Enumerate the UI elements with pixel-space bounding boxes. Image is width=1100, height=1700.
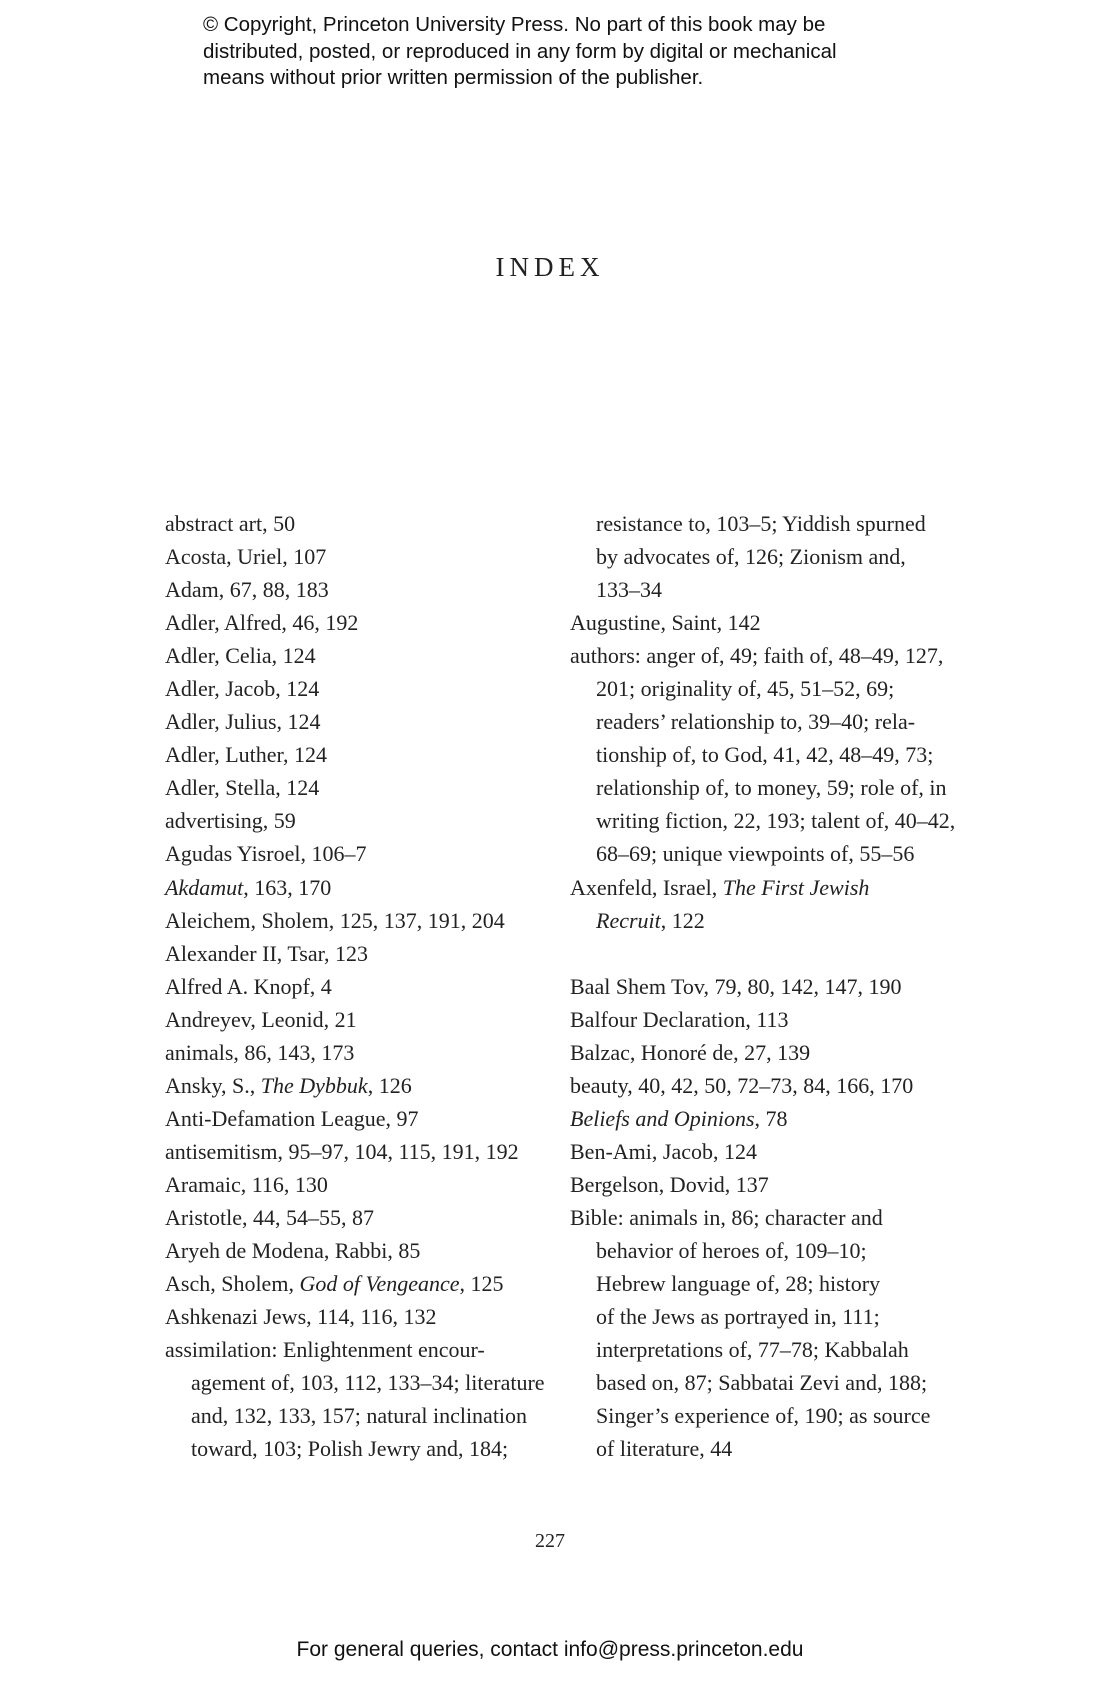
index-heading: Axenfeld, Israel, xyxy=(570,874,723,900)
index-entry: Agudas Yisroel, 106–7 xyxy=(165,841,367,867)
index-entry xyxy=(165,1069,540,1102)
index-locators: , 126 xyxy=(367,1072,412,1098)
index-entry-continuation: and, 132, 133, 157; natural inclination xyxy=(191,1403,528,1429)
index-entry: Augustine, Saint, 142 xyxy=(570,610,761,636)
index-entry: Acosta, Uriel, 107 xyxy=(165,544,327,570)
index-entry: Balfour Declaration, 113 xyxy=(570,1006,789,1032)
index-entry-continuation: 133–34 xyxy=(596,577,662,603)
italic-title: Akdamut xyxy=(165,874,244,900)
index-entry: Adler, Jacob, 124 xyxy=(165,676,320,702)
index-entry: Bergelson, Dovid, 137 xyxy=(570,1171,769,1197)
page-title: INDEX xyxy=(495,252,605,282)
index-entry-continuation xyxy=(570,904,950,937)
index-entry xyxy=(165,1267,540,1300)
index-entry-continuation: relationship of, to money, 59; role of, in xyxy=(596,775,947,801)
index-heading: Asch, Sholem, xyxy=(165,1271,300,1297)
index-locators: , 122 xyxy=(660,907,705,933)
italic-title: Beliefs and Opinions xyxy=(570,1105,755,1131)
page-number: 227 xyxy=(535,1530,565,1552)
copyright-line: means without prior written permission of the publisher. xyxy=(203,66,704,89)
index-entry-continuation: writing fiction, 22, 193; talent of, 40–42, xyxy=(596,808,956,834)
section-divider xyxy=(570,937,950,970)
index-column-left xyxy=(165,507,545,1465)
index-entry xyxy=(165,871,540,904)
copyright-notice xyxy=(203,12,923,92)
italic-title: The Dybbuk xyxy=(260,1072,368,1098)
index-entry: Aleichem, Sholem, 125, 137, 191, 204 xyxy=(165,907,505,933)
index-entry-continuation: based on, 87; Sabbatai Zevi and, 188; xyxy=(596,1370,928,1396)
index-locators: , 125 xyxy=(459,1271,504,1297)
index-entry: Ashkenazi Jews, 114, 116, 132 xyxy=(165,1304,437,1330)
index-entry: Adler, Julius, 124 xyxy=(165,709,321,735)
index-entry: antisemitism, 95–97, 104, 115, 191, 192 xyxy=(165,1138,519,1164)
italic-title: God of Vengeance xyxy=(299,1271,460,1297)
index-locators: , 78 xyxy=(754,1105,788,1131)
index-entry: advertising, 59 xyxy=(165,808,296,834)
index-entry: Andreyev, Leonid, 21 xyxy=(165,1006,357,1032)
index-entry: Aryeh de Modena, Rabbi, 85 xyxy=(165,1238,421,1264)
italic-title: The First Jewish xyxy=(722,874,870,900)
index-entry: Adam, 67, 88, 183 xyxy=(165,577,329,603)
index-entry: Alexander II, Tsar, 123 xyxy=(165,940,369,966)
index-entry: Aramaic, 116, 130 xyxy=(165,1171,328,1197)
index-entry-continuation: agement of, 103, 112, 133–34; literature xyxy=(191,1370,545,1396)
index-entry: Adler, Alfred, 46, 192 xyxy=(165,610,359,636)
index-entry-continuation: of literature, 44 xyxy=(596,1436,733,1462)
index-entry-continuation: 201; originality of, 45, 51–52, 69; xyxy=(596,676,895,702)
index-entry: Alfred A. Knopf, 4 xyxy=(165,973,332,999)
index-entry: Adler, Celia, 124 xyxy=(165,643,316,669)
copyright-line: distributed, posted, or reproduced in any form by digital or mechanical xyxy=(203,39,837,63)
index-entry-continuation: readers’ relationship to, 39–40; rela- xyxy=(596,709,916,735)
index-entry-continuation: Singer’s experience of, 190; as source xyxy=(596,1403,931,1429)
index-heading: Ansky, S., xyxy=(165,1072,261,1098)
index-column-right xyxy=(570,507,956,1465)
index-entry: Ben-Ami, Jacob, 124 xyxy=(570,1138,757,1164)
index-entry-continuation: of the Jews as portrayed in, 111; xyxy=(596,1304,880,1330)
footer-contact: For general queries, contact info@press.princeton.edu xyxy=(296,1638,804,1661)
index-entry-continuation: Hebrew language of, 28; history xyxy=(596,1271,881,1297)
index-entry-continuation: behavior of heroes of, 109–10; xyxy=(596,1238,867,1264)
index-entry: Balzac, Honoré de, 27, 139 xyxy=(570,1039,811,1065)
copyright-line: © Copyright, Princeton University Press. No part of this book may be xyxy=(203,13,826,36)
index-entry: Aristotle, 44, 54–55, 87 xyxy=(165,1204,374,1230)
index-entry: Bible: animals in, 86; character and xyxy=(570,1204,883,1230)
index-entry-continuation: tionship of, to God, 41, 42, 48–49, 73; xyxy=(596,742,934,768)
index-entry: abstract art, 50 xyxy=(165,511,296,536)
index-entry: authors: anger of, 49; faith of, 48–49, 127, xyxy=(570,643,944,669)
index-entry-continuation: by advocates of, 126; Zionism and, xyxy=(596,544,906,570)
index-entry-continuation: resistance to, 103–5; Yiddish spurned xyxy=(596,511,926,536)
index-entry xyxy=(570,1102,950,1135)
italic-title: Recruit xyxy=(596,907,661,933)
index-entry: Adler, Luther, 124 xyxy=(165,742,327,768)
index-entry-continuation: 68–69; unique viewpoints of, 55–56 xyxy=(596,841,915,867)
index-locators: , 163, 170 xyxy=(243,874,332,900)
index-entry: animals, 86, 143, 173 xyxy=(165,1039,355,1065)
index-entry-continuation: toward, 103; Polish Jewry and, 184; xyxy=(191,1436,509,1462)
index-entry: Adler, Stella, 124 xyxy=(165,775,320,801)
index-entry-continuation: interpretations of, 77–78; Kabbalah xyxy=(596,1337,909,1363)
index-entry: Baal Shem Tov, 79, 80, 142, 147, 190 xyxy=(570,973,902,999)
index-entry: beauty, 40, 42, 50, 72–73, 84, 166, 170 xyxy=(570,1072,914,1098)
index-entry: Anti-Defamation League, 97 xyxy=(165,1105,419,1131)
index-entry xyxy=(570,871,950,904)
index-entry: assimilation: Enlightenment encour- xyxy=(165,1337,485,1363)
